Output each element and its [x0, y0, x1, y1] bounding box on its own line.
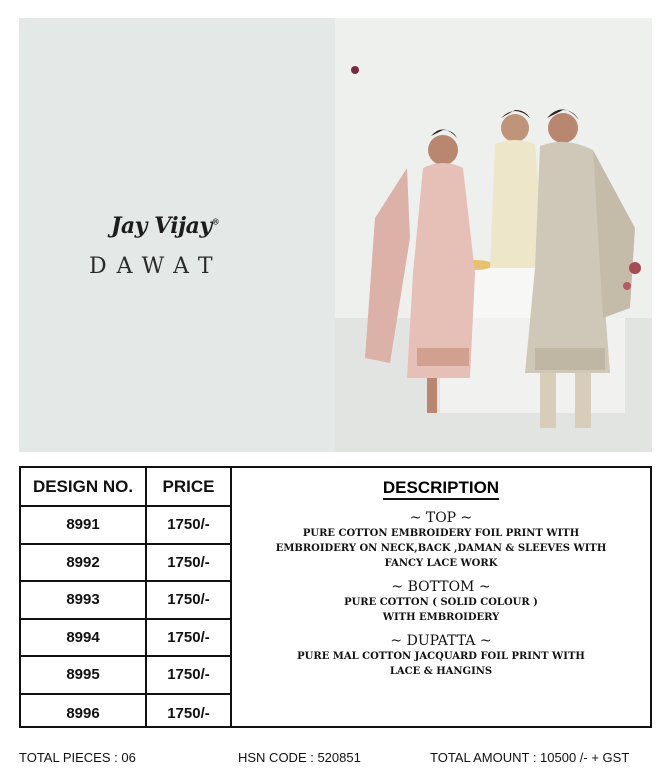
price-cell: 1750/-	[147, 545, 230, 583]
design-cell: 8992	[21, 545, 145, 583]
pricing-table	[19, 466, 652, 728]
dupatta-heading: ~ DUPATTA ~	[390, 633, 492, 649]
collection-title: DAWAT	[89, 254, 223, 279]
top-heading: ~ TOP ~	[409, 510, 473, 526]
design-cell: 8994	[21, 620, 145, 658]
hero-banner	[19, 18, 652, 452]
design-cell: 8996	[66, 704, 100, 722]
price-cell: 1750/-	[147, 507, 230, 545]
bottom-heading: ~ BOTTOM ~	[391, 579, 491, 595]
design-cell: 8991	[21, 507, 145, 545]
brand-logo: Jay Vijay®	[111, 213, 220, 239]
total-pieces: TOTAL PIECES : 06	[19, 750, 136, 765]
product-photo	[335, 18, 652, 452]
hsn-code: HSN CODE : 520851	[238, 750, 361, 765]
design-cell: 8995	[21, 657, 145, 695]
total-amount: TOTAL AMOUNT : 10500 /- + GST	[430, 750, 630, 765]
design-header: DESIGN NO.	[21, 468, 145, 507]
dupatta-description: PURE MAL COTTON JACQUARD FOIL PRINT WITH LACE & HANGINS	[297, 651, 585, 677]
description-column	[232, 468, 650, 726]
price-column	[147, 468, 232, 726]
bottom-description: PURE COTTON ( SOLID COLOUR ) WITH EMBROIDERY	[344, 597, 538, 623]
description-header: DESCRIPTION	[232, 478, 650, 498]
design-column	[21, 468, 147, 726]
price-cell: 1750/-	[147, 620, 230, 658]
price-cell: 1750/-	[147, 657, 230, 695]
top-description: PURE COTTON EMBROIDERY FOIL PRINT WITH EMBROIDERY ON NECK,BACK ,DAMAN & SLEEVES WITH FANCY LACE WORK	[275, 528, 607, 569]
design-cell: 8993	[21, 582, 145, 620]
price-cell: 1750/-	[147, 582, 230, 620]
price-header: PRICE	[147, 468, 230, 507]
price-cell: 1750/-	[167, 704, 210, 722]
